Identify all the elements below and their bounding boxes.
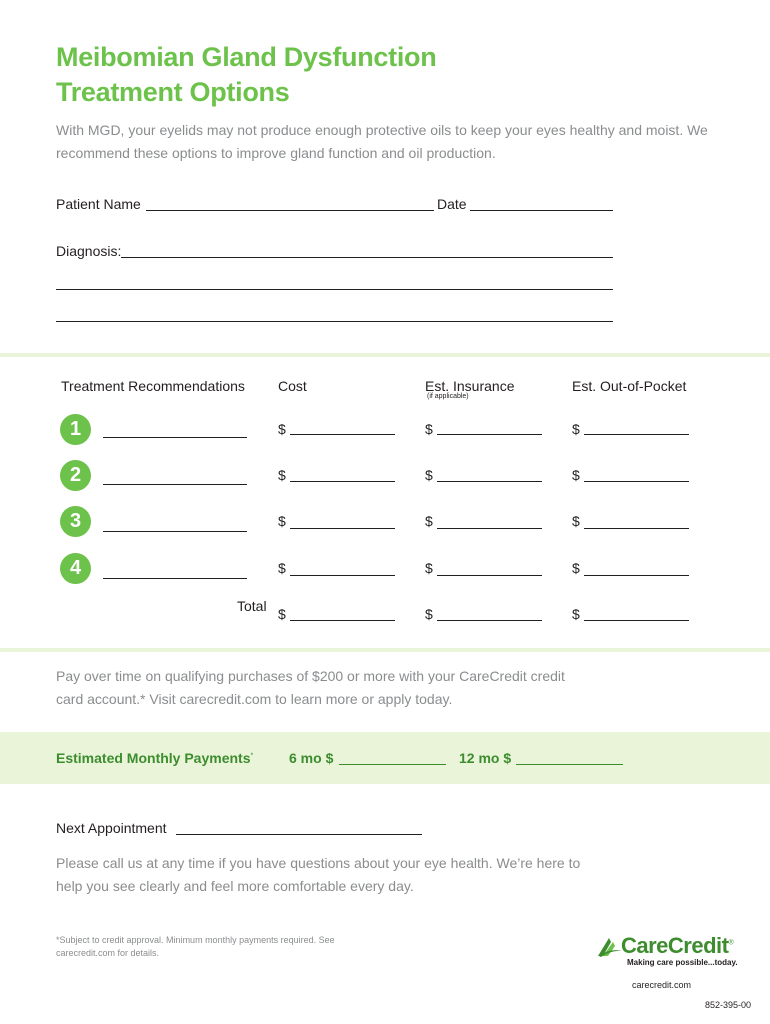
- treatment-field-4[interactable]: [103, 578, 247, 579]
- six-month-field[interactable]: [339, 764, 446, 765]
- header-insurance-note: (if applicable): [427, 393, 469, 400]
- estimated-asterisk: *: [250, 752, 254, 760]
- carecredit-logo: [597, 933, 737, 973]
- oop-currency: $: [572, 560, 580, 576]
- insurance-currency: $: [425, 421, 433, 437]
- date-label: Date: [437, 196, 467, 212]
- header-out-of-pocket: Est. Out-of-Pocket: [572, 378, 687, 394]
- cost-currency: $: [278, 421, 286, 437]
- oop-field-3[interactable]: [584, 528, 689, 529]
- page-title: [56, 40, 436, 110]
- patient-name-label: Patient Name: [56, 196, 141, 212]
- footnote: *Subject to credit approval. Minimum monthly payments required. See carecredit.com for details.: [56, 935, 335, 958]
- treatment-field-1[interactable]: [103, 437, 247, 438]
- row-number-badge: 3: [60, 506, 91, 537]
- cost-currency: $: [278, 467, 286, 483]
- treatment-field-2[interactable]: [103, 484, 247, 485]
- row-number-badge: 1: [60, 414, 91, 445]
- section-divider-bottom: [0, 648, 770, 652]
- header-treatment: Treatment Recommendations: [61, 378, 245, 394]
- oop-currency: $: [572, 606, 580, 622]
- diagnosis-line-2[interactable]: [56, 289, 613, 290]
- cost-field-2[interactable]: [290, 481, 395, 482]
- oop-currency: $: [572, 467, 580, 483]
- brand-registered: ®: [728, 939, 734, 947]
- date-field[interactable]: [470, 210, 613, 211]
- cost-currency: $: [278, 560, 286, 576]
- section-divider-top: [0, 353, 770, 357]
- cost-currency: $: [278, 606, 286, 622]
- twelve-month-label: 12 mo $: [459, 750, 512, 766]
- estimated-payments-text: Estimated Monthly Payments: [56, 750, 251, 766]
- form-code: 852-395-00: [705, 1000, 752, 1010]
- row-number-badge: 2: [60, 460, 91, 491]
- diagnosis-label: Diagnosis:: [56, 243, 122, 259]
- next-appointment-label: Next Appointment: [56, 820, 167, 836]
- treatment-field-3[interactable]: [103, 531, 247, 532]
- total-label: Total: [237, 598, 267, 614]
- next-appointment-field[interactable]: [176, 834, 422, 835]
- total-oop-field[interactable]: [584, 620, 689, 621]
- patient-name-field[interactable]: [146, 210, 434, 211]
- total-insurance-field[interactable]: [437, 620, 542, 621]
- oop-field-1[interactable]: [584, 434, 689, 435]
- cost-field-3[interactable]: [290, 528, 395, 529]
- diagnosis-line-3[interactable]: [56, 321, 613, 322]
- insurance-currency: $: [425, 513, 433, 529]
- cost-currency: $: [278, 513, 286, 529]
- insurance-field-3[interactable]: [437, 528, 542, 529]
- total-cost-field[interactable]: [290, 620, 395, 621]
- oop-currency: $: [572, 421, 580, 437]
- oop-field-4[interactable]: [584, 575, 689, 576]
- title-line-2: Treatment Options: [56, 77, 290, 107]
- row-number-badge: 4: [60, 553, 91, 584]
- header-cost: Cost: [278, 378, 307, 394]
- oop-currency: $: [572, 513, 580, 529]
- insurance-field-4[interactable]: [437, 575, 542, 576]
- closing-text: Please call us at any time if you have questions about your eye health. We’re here to help you see clearly and feel more comfortable every day.: [56, 855, 581, 894]
- header-insurance: Est. Insurance: [425, 378, 515, 394]
- insurance-currency: $: [425, 467, 433, 483]
- insurance-currency: $: [425, 606, 433, 622]
- twelve-month-field[interactable]: [516, 764, 623, 765]
- oop-field-2[interactable]: [584, 481, 689, 482]
- insurance-currency: $: [425, 560, 433, 576]
- carecredit-swoosh-icon: [597, 936, 623, 958]
- payment-info-text: Pay over time on qualifying purchases of $200 or more with your CareCredit credit card account.* Visit carecredit.com to learn more or apply today.: [56, 668, 565, 707]
- intro-text: With MGD, your eyelids may not produce enough protective oils to keep your eyes healthy and moist. We recommend these options to improve gland function and oil production.: [56, 122, 708, 161]
- estimated-payments-label: [56, 750, 253, 766]
- title-line-1: Meibomian Gland Dysfunction: [56, 42, 437, 72]
- insurance-field-1[interactable]: [437, 434, 542, 435]
- insurance-field-2[interactable]: [437, 481, 542, 482]
- cost-field-1[interactable]: [290, 434, 395, 435]
- brand-tagline: Making care possible...today.: [627, 958, 738, 967]
- brand-url[interactable]: carecredit.com: [632, 980, 692, 990]
- six-month-label: 6 mo $: [289, 750, 334, 766]
- cost-field-4[interactable]: [290, 575, 395, 576]
- brand-name: CareCredit: [621, 933, 729, 958]
- diagnosis-field[interactable]: [121, 257, 613, 258]
